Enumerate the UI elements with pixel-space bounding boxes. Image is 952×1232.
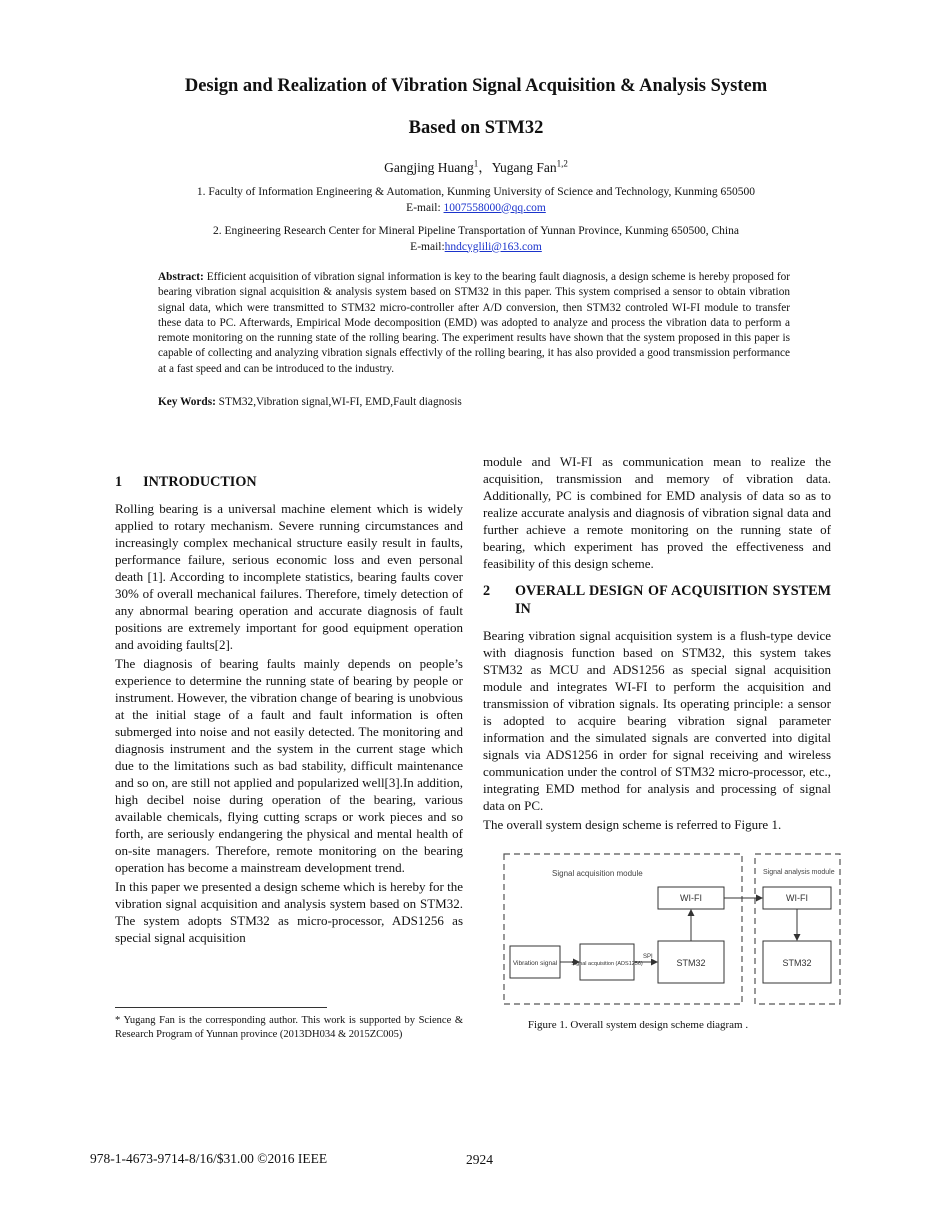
author-affiliation-mark: 1,2	[556, 158, 568, 169]
footnote-rule	[115, 1007, 327, 1008]
affiliation-1	[0, 185, 952, 216]
section-title: INTRODUCTION	[143, 474, 257, 490]
affiliation-2	[0, 224, 952, 255]
paragraph: Bearing vibration signal acquisition system is a flush-type device with diagnosis function based on STM32, this system takes STM32 as MCU and ADS1256 as special signal acquisition module and integrates WI-FI to perform the acquisition and transmission of vibration signals. Its operating principle: a sensor is adopted to acquire bearing vibration signal parameter information and the simulated signals are converted into digital signals via ADS1256 in order for signal receiving and wireless communication under the control of STM32 micro-processor, etc., integrating EMD method for analysis and processing of signal data on PC.	[483, 628, 831, 813]
author-line	[0, 156, 952, 176]
abstract-text: Efficient acquisition of vibration signal information is key to the bearing fault diagnosis, a design scheme is hereby proposed for bearing vibration signal acquisition & analysis system based on STM32 in this paper. This system comprised a sensor to obtain vibration signal data, which were transmitted to STM32 micro-controller after A/D conversion, then STM32 controled WI-FI module to transfer these data to PC. Afterwards, Empirical Mode decomposition (EMD) was adopted to analyze and process the vibration data to perform a remote monitoring on the running state of the rolling bearing. The experiment results have shown that the system proposed in this paper is capable of collecting and analyzing vibration signals effectivly of the rolling bearing, it has also provided a good transmission performance at a fast speed and can be introduced to the industry.	[158, 271, 790, 375]
paper-title-line-2: Based on STM32	[408, 118, 544, 138]
abstract-label: Abstract:	[158, 271, 204, 283]
paragraph: Rolling bearing is a universal machine element which is widely applied to rotary mechanism. Severe running circumstances and increasingly complex mechanical structure easily result in faults, performance failure, serious economic loss and even personal death [1]. According to incomplete statistics, bearing faults cover 30% of overall mechanical failures. Therefore, timely detection of any abnormal bearing operation and accurate diagnosis of fault positions are extremely important for good equipment operation and avoiding faults[2].	[115, 501, 463, 652]
keywords-label: Key Words:	[158, 396, 216, 408]
email-link[interactable]: hndcyglili@163.com	[444, 240, 542, 253]
stm32-right-label: STM32	[782, 958, 812, 968]
section-number: 1	[115, 474, 123, 490]
paragraph: The diagnosis of bearing faults mainly depends on people’s experience to determine the running state of bearing by people or instrument. However, the vibration change of bearing is unobvious at the initial stage of a fault and fault information is often submerged into noise and not easily detected. The monitoring and diagnosis instrument and the system in the current stage which due to the limitations such as bad stability, difficult maintenance and so on, are still not applied and popularized well[3].In addition, high decibel noise during operation of the bearing, various available chemicals, flying cutting scraps or work pieces and so forth, are seriously endangering the physical and mental health of on-site managers. Therefore, remote monitoring on the bearing operation has become a mainstream development trend.	[115, 656, 463, 875]
stm32-left-label: STM32	[676, 958, 706, 968]
sensor-box-label: Vibration signal	[512, 960, 558, 967]
copyright-footer: 978-1-4673-9714-8/16/$31.00 ©2016 IEEE	[90, 1151, 328, 1166]
paper-title-line-1: Design and Realization of Vibration Signal Acquisition & Analysis System	[184, 76, 768, 96]
author-affiliation-mark: 1	[473, 158, 479, 169]
affiliation-2-email-line	[0, 240, 952, 256]
section-title: OVERALL DESIGN OF ACQUISITION SYSTEM IN	[515, 583, 831, 617]
paragraph: module and WI-FI as communication mean to realize the acquisition, transmission and memory of vibration data. Additionally, PC is combined for EMD analysis of data so as to realize accurate analysis and diagnosis of vibration signal data and further achieve a remote monitoring on the running state of bearing, which experiment has proved the effectiveness and feasibility of this design scheme.	[483, 454, 831, 571]
email-label: E-mail:	[406, 201, 444, 214]
abstract	[158, 270, 790, 377]
paragraph: The overall system design scheme is referred to Figure 1.	[483, 817, 782, 832]
author-separator: ，	[478, 160, 492, 175]
paragraph: In this paper we presented a design scheme which is hereby for the vibration signal acquisition and analysis system based on STM32. The system adopts STM32 as micro-processor, ADS1256 as special signal acquisition	[115, 879, 463, 945]
analysis-module-label: Signal analysis module	[763, 869, 835, 876]
figure-caption: Figure 1. Overall system design scheme diagram .	[527, 1019, 749, 1031]
author-name: Yugang Fan	[491, 160, 557, 175]
left-column	[115, 500, 463, 946]
ad-box-label: Signal acquisition (ADS1256)	[571, 961, 643, 967]
keywords-text: STM32,Vibration signal,WI-FI, EMD,Fault diagnosis	[215, 396, 462, 408]
right-column-section-2	[483, 627, 831, 833]
wifi-right-label: WI-FI	[786, 893, 808, 903]
section-1-heading	[115, 473, 257, 491]
author-name: Gangjing Huang	[384, 160, 474, 175]
figure-1-diagram	[498, 851, 844, 1007]
right-column-top	[483, 453, 831, 572]
affiliation-1-text: 1. Faculty of Information Engineering & Automation, Kunming University of Science and Technology, Kunming 650500	[196, 186, 756, 198]
page-number: 2924	[466, 1152, 493, 1167]
arrow-spi-label: SPI	[643, 954, 653, 960]
email-link[interactable]: 1007558000@qq.com	[443, 201, 546, 214]
email-label: E-mail:	[410, 240, 445, 253]
section-2-heading	[483, 582, 831, 618]
affiliation-2-text: 2. Engineering Research Center for Mineral Pipeline Transportation of Yunnan Province, Kunming 650500, China	[213, 225, 739, 237]
section-number: 2	[483, 583, 491, 599]
affiliation-1-email-line	[0, 201, 952, 217]
keywords	[158, 396, 462, 408]
acquisition-module-label: Signal acquisition module	[552, 869, 643, 878]
wifi-left-label: WI-FI	[680, 893, 702, 903]
footnote: * Yugang Fan is the corresponding author. This work is supported by Science & Research Program of Yunnan province (2013DH034 & 2015ZC005)	[115, 1015, 463, 1040]
